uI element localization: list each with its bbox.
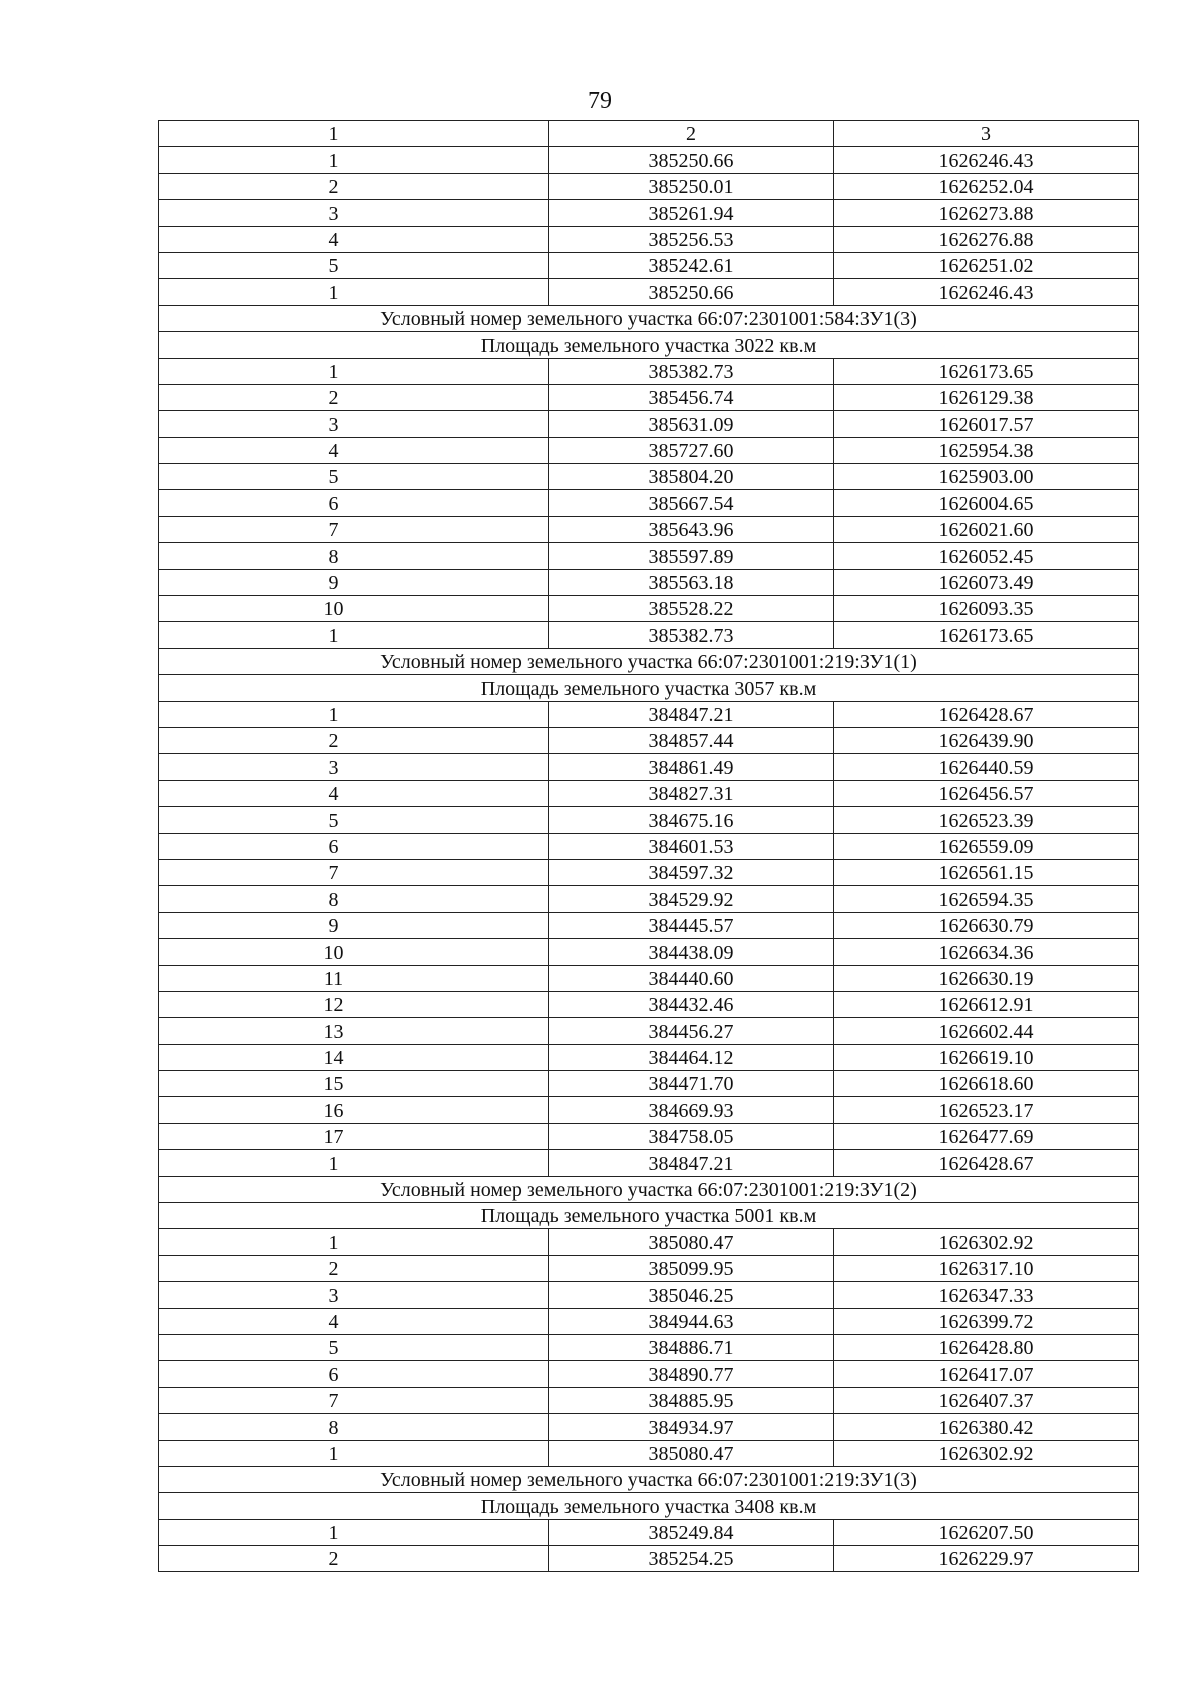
coordinate-x: 384847.21 (549, 1150, 834, 1176)
coordinate-y: 1626399.72 (834, 1308, 1139, 1334)
coordinate-x: 385080.47 (549, 1440, 834, 1466)
section-area-row (159, 1203, 1139, 1229)
coordinate-y: 1626017.57 (834, 411, 1139, 437)
point-number: 14 (159, 1044, 549, 1070)
table-row (159, 226, 1139, 252)
point-number: 6 (159, 1361, 549, 1387)
coordinate-x: 384827.31 (549, 780, 834, 806)
point-number: 5 (159, 252, 549, 278)
point-number: 3 (159, 200, 549, 226)
section-title-row (159, 648, 1139, 674)
coordinate-x: 385249.84 (549, 1519, 834, 1545)
section-title-row (159, 305, 1139, 331)
section-area-row (159, 675, 1139, 701)
table-row (159, 1361, 1139, 1387)
coordinate-y: 1626523.39 (834, 807, 1139, 833)
coordinate-x: 384597.32 (549, 859, 834, 885)
coordinate-x: 385254.25 (549, 1546, 834, 1572)
coordinate-y: 1626229.97 (834, 1546, 1139, 1572)
coordinate-x: 384445.57 (549, 912, 834, 938)
point-number: 7 (159, 859, 549, 885)
coordinate-y: 1626252.04 (834, 173, 1139, 199)
table-row (159, 358, 1139, 384)
point-number: 2 (159, 173, 549, 199)
coordinate-y: 1626594.35 (834, 886, 1139, 912)
point-number: 10 (159, 596, 549, 622)
coordinate-x: 385597.89 (549, 543, 834, 569)
point-number: 3 (159, 754, 549, 780)
coordinate-y: 1626052.45 (834, 543, 1139, 569)
table-row (159, 1150, 1139, 1176)
table-row (159, 886, 1139, 912)
table-row (159, 1229, 1139, 1255)
point-number: 1 (159, 279, 549, 305)
coordinate-y: 1626618.60 (834, 1071, 1139, 1097)
parcel-area: Площадь земельного участка 3022 кв.м (159, 332, 1139, 358)
table-row (159, 1440, 1139, 1466)
coordinate-x: 385727.60 (549, 437, 834, 463)
coordinate-x: 384758.05 (549, 1123, 834, 1149)
table-row (159, 384, 1139, 410)
coordinate-y: 1626440.59 (834, 754, 1139, 780)
point-number: 4 (159, 226, 549, 252)
coordinate-y: 1626129.38 (834, 384, 1139, 410)
point-number: 1 (159, 1440, 549, 1466)
coordinate-x: 385804.20 (549, 464, 834, 490)
table-row (159, 464, 1139, 490)
section-title-row (159, 1466, 1139, 1492)
table-row (159, 833, 1139, 859)
point-number: 10 (159, 939, 549, 965)
table-row (159, 569, 1139, 595)
point-number: 2 (159, 1546, 549, 1572)
coordinate-y: 1626347.33 (834, 1282, 1139, 1308)
table-row (159, 991, 1139, 1017)
point-number: 2 (159, 727, 549, 753)
table-row (159, 939, 1139, 965)
coordinate-x: 384890.77 (549, 1361, 834, 1387)
table-row (159, 147, 1139, 173)
coordinate-y: 1626630.19 (834, 965, 1139, 991)
point-number: 8 (159, 543, 549, 569)
coordinate-x: 384464.12 (549, 1044, 834, 1070)
point-number: 15 (159, 1071, 549, 1097)
coordinate-y: 1626602.44 (834, 1018, 1139, 1044)
point-number: 3 (159, 1282, 549, 1308)
coordinate-x: 385256.53 (549, 226, 834, 252)
coordinate-y: 1626093.35 (834, 596, 1139, 622)
point-number: 7 (159, 1387, 549, 1413)
coordinate-y: 1626246.43 (834, 147, 1139, 173)
coordinate-y: 1626380.42 (834, 1414, 1139, 1440)
point-number: 5 (159, 464, 549, 490)
point-number: 8 (159, 886, 549, 912)
coordinate-y: 1626073.49 (834, 569, 1139, 595)
coordinate-y: 1626317.10 (834, 1255, 1139, 1281)
table-row (159, 1414, 1139, 1440)
coordinate-y: 1626004.65 (834, 490, 1139, 516)
point-number: 3 (159, 411, 549, 437)
section-area-row (159, 1493, 1139, 1519)
coordinate-x: 385631.09 (549, 411, 834, 437)
coordinate-y: 1626173.65 (834, 622, 1139, 648)
coordinate-y: 1626559.09 (834, 833, 1139, 859)
coordinate-y: 1626273.88 (834, 200, 1139, 226)
coordinate-x: 385382.73 (549, 358, 834, 384)
parcel-number: Условный номер земельного участка 66:07:2301001:219:ЗУ1(3) (159, 1466, 1139, 1492)
table-row (159, 859, 1139, 885)
coordinates-table (158, 120, 1139, 1572)
point-number: 2 (159, 1255, 549, 1281)
table-row (159, 437, 1139, 463)
coordinate-y: 1626173.65 (834, 358, 1139, 384)
table-row (159, 490, 1139, 516)
coordinate-y: 1626251.02 (834, 252, 1139, 278)
table-row (159, 912, 1139, 938)
table-row (159, 1123, 1139, 1149)
coordinate-y: 1626417.07 (834, 1361, 1139, 1387)
coordinate-x: 385242.61 (549, 252, 834, 278)
coordinate-y: 1626428.67 (834, 1150, 1139, 1176)
coordinate-x: 384669.93 (549, 1097, 834, 1123)
coordinate-y: 1626561.15 (834, 859, 1139, 885)
point-number: 6 (159, 490, 549, 516)
coordinate-x: 384456.27 (549, 1018, 834, 1044)
coordinate-x: 384934.97 (549, 1414, 834, 1440)
point-number: 12 (159, 991, 549, 1017)
point-number: 11 (159, 965, 549, 991)
parcel-area: Площадь земельного участка 3057 кв.м (159, 675, 1139, 701)
point-number: 1 (159, 1150, 549, 1176)
table-row (159, 252, 1139, 278)
table-row (159, 1546, 1139, 1572)
point-number: 1 (159, 1519, 549, 1545)
parcel-area: Площадь земельного участка 5001 кв.м (159, 1203, 1139, 1229)
point-number: 13 (159, 1018, 549, 1044)
coordinate-y: 1625954.38 (834, 437, 1139, 463)
coordinate-x: 385382.73 (549, 622, 834, 648)
coordinate-y: 1626302.92 (834, 1440, 1139, 1466)
table-row (159, 411, 1139, 437)
column-header-x: 2 (549, 121, 834, 147)
point-number: 4 (159, 1308, 549, 1334)
coordinate-x: 384440.60 (549, 965, 834, 991)
table-row (159, 780, 1139, 806)
coordinate-y: 1626630.79 (834, 912, 1139, 938)
coordinate-y: 1625903.00 (834, 464, 1139, 490)
table-row (159, 1255, 1139, 1281)
table-row (159, 1308, 1139, 1334)
table-row (159, 622, 1139, 648)
coordinate-x: 384886.71 (549, 1334, 834, 1360)
coordinate-x: 385080.47 (549, 1229, 834, 1255)
table-row (159, 173, 1139, 199)
coordinate-x: 385261.94 (549, 200, 834, 226)
coordinate-x: 384601.53 (549, 833, 834, 859)
point-number: 1 (159, 358, 549, 384)
coordinate-y: 1626428.80 (834, 1334, 1139, 1360)
coordinate-x: 384529.92 (549, 886, 834, 912)
table-row (159, 727, 1139, 753)
table-row (159, 516, 1139, 542)
table-row (159, 1282, 1139, 1308)
coordinate-x: 385046.25 (549, 1282, 834, 1308)
point-number: 4 (159, 437, 549, 463)
table-row (159, 701, 1139, 727)
coordinate-y: 1626021.60 (834, 516, 1139, 542)
point-number: 1 (159, 701, 549, 727)
coordinate-x: 385528.22 (549, 596, 834, 622)
coordinate-y: 1626439.90 (834, 727, 1139, 753)
table-row (159, 1334, 1139, 1360)
coordinate-x: 385456.74 (549, 384, 834, 410)
coordinate-x: 385563.18 (549, 569, 834, 595)
coordinate-x: 384471.70 (549, 1071, 834, 1097)
coordinate-y: 1626612.91 (834, 991, 1139, 1017)
coordinate-y: 1626407.37 (834, 1387, 1139, 1413)
coordinate-y: 1626246.43 (834, 279, 1139, 305)
parcel-number: Условный номер земельного участка 66:07:2301001:219:ЗУ1(1) (159, 648, 1139, 674)
coordinate-y: 1626276.88 (834, 226, 1139, 252)
table-row (159, 1097, 1139, 1123)
table-row (159, 1071, 1139, 1097)
point-number: 8 (159, 1414, 549, 1440)
coordinate-x: 384944.63 (549, 1308, 834, 1334)
coordinate-x: 385250.66 (549, 147, 834, 173)
table-row (159, 279, 1139, 305)
table-row (159, 807, 1139, 833)
point-number: 4 (159, 780, 549, 806)
table-row (159, 200, 1139, 226)
table-row (159, 1519, 1139, 1545)
point-number: 1 (159, 1229, 549, 1255)
point-number: 1 (159, 147, 549, 173)
point-number: 6 (159, 833, 549, 859)
parcel-area: Площадь земельного участка 3408 кв.м (159, 1493, 1139, 1519)
section-area-row (159, 332, 1139, 358)
table-row (159, 1044, 1139, 1070)
coordinate-x: 385099.95 (549, 1255, 834, 1281)
table-row (159, 1018, 1139, 1044)
coordinate-x: 384861.49 (549, 754, 834, 780)
table-row (159, 596, 1139, 622)
table-row (159, 754, 1139, 780)
coordinate-x: 385643.96 (549, 516, 834, 542)
parcel-number: Условный номер земельного участка 66:07:2301001:584:ЗУ1(3) (159, 305, 1139, 331)
coordinate-x: 384675.16 (549, 807, 834, 833)
point-number: 17 (159, 1123, 549, 1149)
page-number: 79 (588, 88, 612, 114)
coordinate-x: 384857.44 (549, 727, 834, 753)
table-row (159, 543, 1139, 569)
coordinate-y: 1626428.67 (834, 701, 1139, 727)
point-number: 16 (159, 1097, 549, 1123)
column-header-y: 3 (834, 121, 1139, 147)
table-row (159, 1387, 1139, 1413)
parcel-number: Условный номер земельного участка 66:07:2301001:219:ЗУ1(2) (159, 1176, 1139, 1202)
point-number: 1 (159, 622, 549, 648)
coordinate-y: 1626456.57 (834, 780, 1139, 806)
coordinate-x: 384885.95 (549, 1387, 834, 1413)
column-header-point: 1 (159, 121, 549, 147)
coordinate-x: 384847.21 (549, 701, 834, 727)
coordinate-y: 1626523.17 (834, 1097, 1139, 1123)
coordinate-y: 1626207.50 (834, 1519, 1139, 1545)
coordinates-table-body (159, 121, 1139, 1572)
coordinate-y: 1626619.10 (834, 1044, 1139, 1070)
coordinate-x: 385667.54 (549, 490, 834, 516)
coordinate-y: 1626302.92 (834, 1229, 1139, 1255)
table-header-row (159, 121, 1139, 147)
point-number: 5 (159, 807, 549, 833)
point-number: 9 (159, 569, 549, 595)
point-number: 9 (159, 912, 549, 938)
point-number: 5 (159, 1334, 549, 1360)
coordinate-y: 1626477.69 (834, 1123, 1139, 1149)
coordinate-x: 385250.66 (549, 279, 834, 305)
coordinate-x: 385250.01 (549, 173, 834, 199)
table-row (159, 965, 1139, 991)
point-number: 2 (159, 384, 549, 410)
coordinate-y: 1626634.36 (834, 939, 1139, 965)
coordinate-x: 384432.46 (549, 991, 834, 1017)
point-number: 7 (159, 516, 549, 542)
section-title-row (159, 1176, 1139, 1202)
coordinate-x: 384438.09 (549, 939, 834, 965)
